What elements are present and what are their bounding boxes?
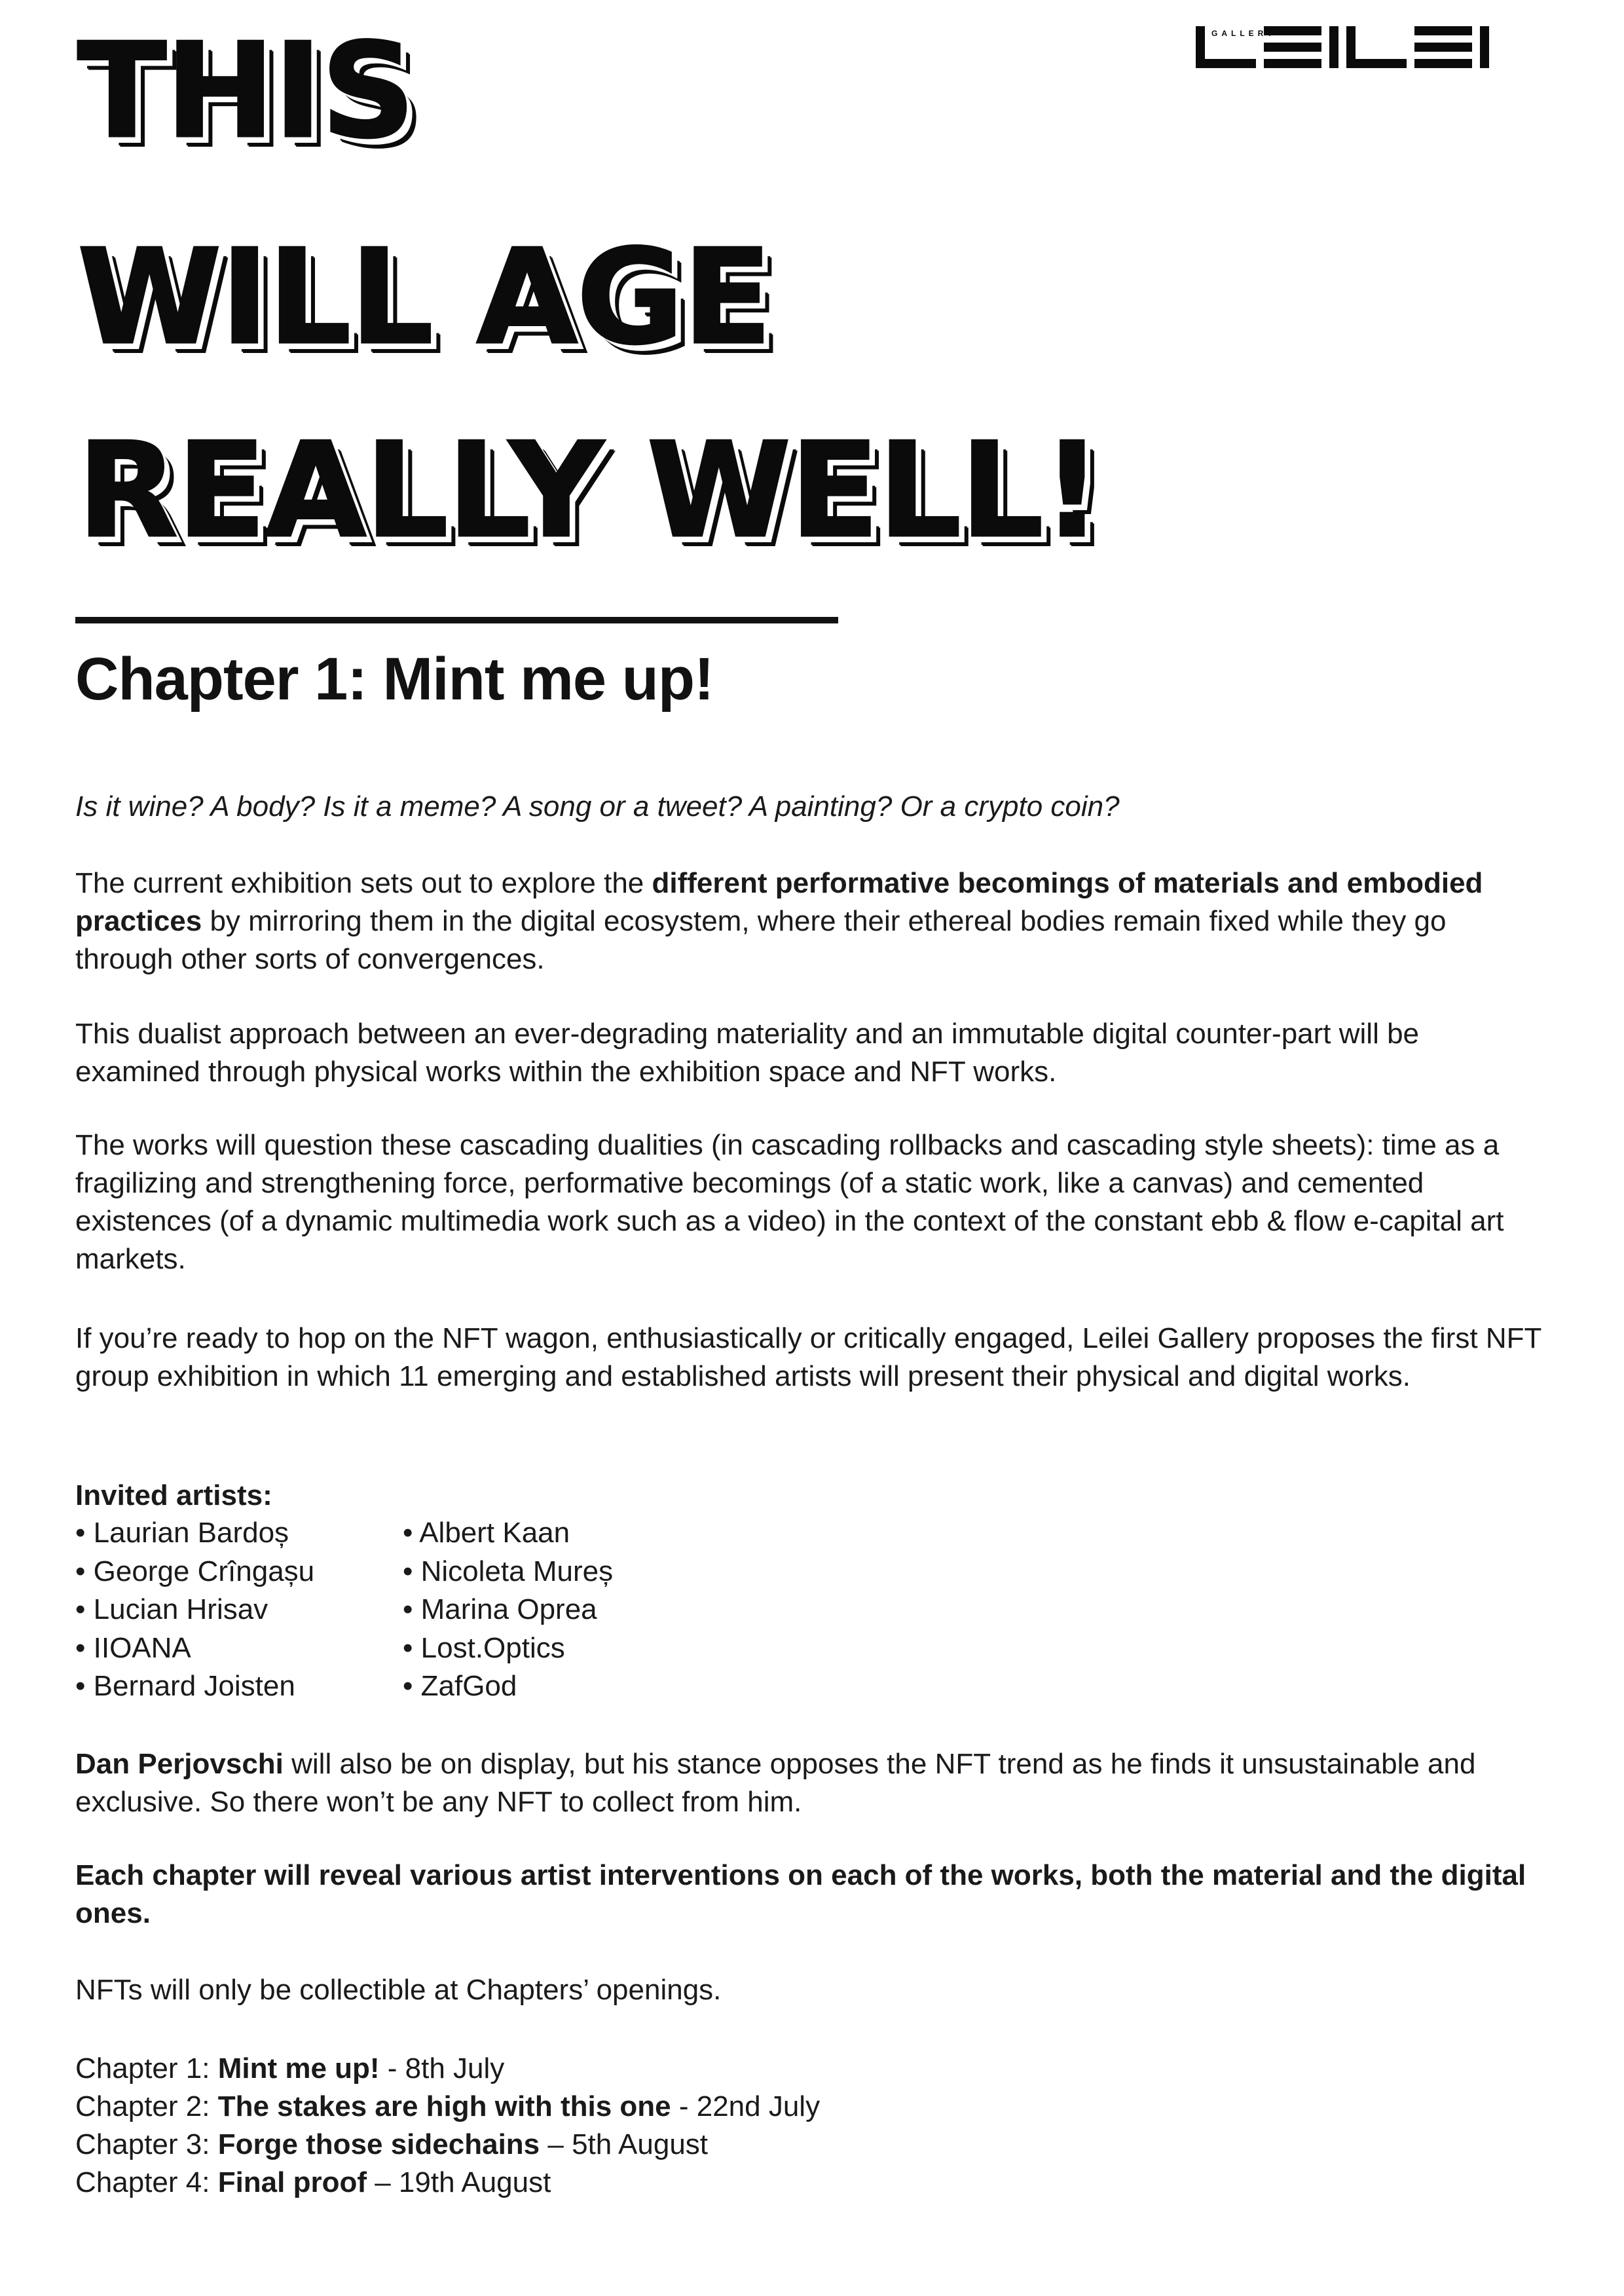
artist-item: • George Crîngașu (75, 1555, 315, 1587)
poster-title-line-3: REALLY WELL! (77, 415, 1101, 567)
intro-question: Is it wine? A body? Is it a meme? A song or a tweet? A painting? Or a crypto coin? (75, 790, 1120, 823)
schedule-chapter-name: Mint me up! (217, 2052, 380, 2084)
schedule-date: – 5th August (540, 2128, 709, 2160)
schedule-row (75, 2088, 820, 2126)
invited-artists-heading: Invited artists: (75, 1479, 272, 1511)
gallery-logo (1196, 22, 1532, 72)
artist-item: • Laurian Bardoș (75, 1517, 289, 1549)
poster-title-line-1: THIS (77, 15, 415, 168)
paragraph-dualist-approach: This dualist approach between an ever-degrading materiality and an immutable digital counter-part will be examined through physical works within the exhibition space and NFT works. (75, 1018, 1420, 1088)
paragraph-nft-wagon: If you’re ready to hop on the NFT wagon, enthusiastically or critically engaged, Leilei Gallery proposes the first NFT group exhibition in which 11 emerging and established artists will present their physical and digital works. (75, 1322, 1541, 1392)
artist-item: • IIOANA (75, 1631, 191, 1664)
paragraph1-text-end: by mirroring them in the digital ecosystem, where their ethereal bodies remain fixed while they go through other sorts of convergences. (75, 905, 1447, 975)
artist-item: • Nicoleta Mureș (403, 1555, 614, 1587)
schedule-chapter-name: Final proof (217, 2166, 367, 2198)
paragraph5-name: Dan Perjovschi (75, 1748, 284, 1780)
artist-item: • Lost.Optics (403, 1631, 565, 1664)
schedule-prefix: Chapter 4: (75, 2166, 218, 2198)
schedule-prefix: Chapter 1: (75, 2052, 218, 2084)
artists-list-column-2 (403, 1514, 613, 1706)
paragraph-exhibition-intro (75, 864, 1549, 978)
chapter-heading: Chapter 1: Mint me up! (75, 646, 714, 713)
schedule-row (75, 2164, 820, 2202)
schedule-date: - 22nd July (671, 2090, 821, 2122)
schedule-chapter-name: The stakes are high with this one (217, 2090, 671, 2122)
paragraph-dan-perjovschi (75, 1745, 1549, 1821)
poster-title-line-2: WILL AGE (77, 221, 771, 374)
title-divider (75, 617, 838, 623)
paragraph-nft-collectible: NFTs will only be collectible at Chapters’ openings. (75, 1974, 722, 2006)
paragraph-cascading-dualities: The works will question these cascading dualities (in cascading rollbacks and cascading style sheets): time as a fragilizing and strengthening force, performative becomings (of a static work, like a canvas) and cemented existences (of a dynamic multimedia work such as a video) in the context of the constant ebb & flow e-capital art markets. (75, 1129, 1504, 1275)
artist-item: • ZafGod (403, 1670, 517, 1702)
artist-item: • Bernard Joisten (75, 1670, 295, 1702)
artist-item: • Marina Oprea (403, 1593, 597, 1625)
schedule-prefix: Chapter 3: (75, 2128, 218, 2160)
schedule-row (75, 2126, 820, 2164)
schedule-row (75, 2050, 820, 2088)
artists-list-column-1 (75, 1514, 314, 1706)
paragraph-chapter-interventions: Each chapter will reveal various artist interventions on each of the works, both the material and the digital ones. (75, 1859, 1526, 1929)
artist-item: • Albert Kaan (403, 1517, 570, 1549)
schedule-chapter-name: Forge those sidechains (217, 2128, 540, 2160)
schedule-date: – 19th August (367, 2166, 551, 2198)
chapter-schedule (75, 2050, 820, 2202)
paragraph5-text: will also be on display, but his stance opposes the NFT trend as he finds it unsustainable and exclusive. So there won’t be any NFT to collect from him. (75, 1748, 1476, 1818)
artist-item: • Lucian Hrisav (75, 1593, 268, 1625)
logo-gallery-label: GALLERY (1211, 29, 1276, 38)
schedule-date: - 8th July (379, 2052, 505, 2084)
schedule-prefix: Chapter 2: (75, 2090, 218, 2122)
paragraph1-text: The current exhibition sets out to explore the (75, 867, 652, 899)
paragraph1-emphasis: different performative becomings of materials and embodied practices (75, 867, 1483, 937)
